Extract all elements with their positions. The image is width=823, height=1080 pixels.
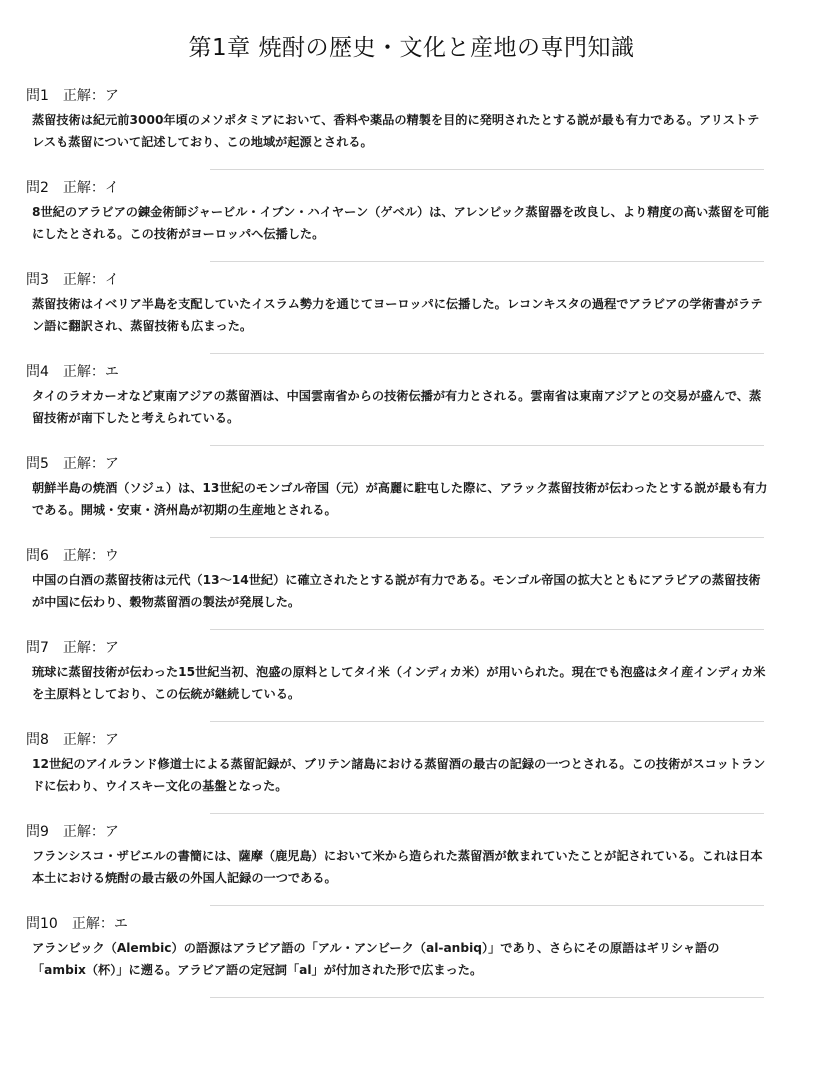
answer-item-6 xyxy=(26,545,770,637)
answer-explanation: 朝鮮半島の焼酒（ソジュ）は、13世紀のモンゴル帝国（元）が高麗に駐屯した際に、アラック蒸留技術が伝わったとする説が最も有力である。開城・安東・済州島が初期の生産地とされる。 xyxy=(32,481,768,517)
question-number: 問2 xyxy=(26,180,49,196)
answer-item-2 xyxy=(26,177,770,269)
answer-header xyxy=(26,637,119,659)
answer-explanation: 12世紀のアイルランド修道士による蒸留記録が、ブリテン諸島における蒸留酒の最古の記録の一つとされる。この技術がスコットランドに伝わり、ウイスキー文化の基盤となった。 xyxy=(32,757,766,793)
correct-answer: 正解：イ xyxy=(62,180,119,196)
answer-item-10 xyxy=(26,913,770,1005)
answer-header xyxy=(26,177,119,199)
divider-line xyxy=(210,537,764,538)
answer-header xyxy=(26,821,119,843)
answer-header xyxy=(26,729,119,751)
answer-explanation: 8世紀のアラビアの錬金術師ジャービル・イブン・ハイヤーン（ゲベル）は、アレンビック蒸留器を改良し、より精度の高い蒸留を可能にしたとされる。この技術がヨーロッパへ伝播した。 xyxy=(32,205,770,241)
question-number: 問1 xyxy=(26,88,49,104)
correct-answer: 正解：エ xyxy=(62,364,119,380)
answer-item-3 xyxy=(26,269,770,361)
answer-explanation: 琉球に蒸留技術が伝わった15世紀当初、泡盛の原料としてタイ米（インディカ米）が用いられた。現在でも泡盛はタイ産インディカ米を主原料としており、この伝統が継続している。 xyxy=(32,665,766,701)
answer-header xyxy=(26,85,119,107)
question-number: 問9 xyxy=(26,824,49,840)
divider-line xyxy=(210,261,764,262)
divider-line xyxy=(210,997,764,998)
answer-explanation: アランビック（Alembic）の語源はアラビア語の「アル・アンビーク（al-anbiq）」であり、さらにその原語はギリシャ語の「ambix（杯）」に遡る。アラビア語の定冠詞「al」が付加された形で広まった。 xyxy=(32,941,720,977)
answer-list xyxy=(26,85,770,1005)
question-number: 問10 xyxy=(26,916,58,932)
answer-explanation: 中国の白酒の蒸留技術は元代（13〜14世紀）に確立されたとする説が有力である。モンゴル帝国の拡大とともにアラビアの蒸留技術が中国に伝わり、穀物蒸留酒の製法が発展した。 xyxy=(32,573,761,609)
answer-header xyxy=(26,269,119,291)
divider-line xyxy=(210,353,764,354)
page-title: 第1章 焼酎の歴史・文化と産地の専門知識 xyxy=(188,35,635,62)
answer-explanation: タイのラオカーオなど東南アジアの蒸留酒は、中国雲南省からの技術伝播が有力とされる。雲南省は東南アジアとの交易が盛んで、蒸留技術が南下したと考えられている。 xyxy=(32,389,762,425)
correct-answer: 正解：ウ xyxy=(62,548,119,564)
correct-answer: 正解：イ xyxy=(62,272,119,288)
answer-header xyxy=(26,453,119,475)
answer-header xyxy=(26,913,128,935)
correct-answer: 正解：ア xyxy=(62,640,119,656)
answer-header xyxy=(26,545,119,567)
answer-item-9 xyxy=(26,821,770,913)
question-number: 問4 xyxy=(26,364,49,380)
answer-explanation: フランシスコ・ザビエルの書簡には、薩摩（鹿児島）において米から造られた蒸留酒が飲まれていたことが記されている。これは日本本土における焼酎の最古級の外国人記録の一つである。 xyxy=(32,849,763,885)
correct-answer: 正解：ア xyxy=(62,824,119,840)
answer-item-1 xyxy=(26,85,770,177)
answer-explanation: 蒸留技術はイベリア半島を支配していたイスラム勢力を通じてヨーロッパに伝播した。レコンキスタの過程でアラビアの学術書がラテン語に翻訳され、蒸留技術も広まった。 xyxy=(32,297,763,333)
divider-line xyxy=(210,169,764,170)
divider-line xyxy=(210,629,764,630)
correct-answer: 正解：ア xyxy=(62,88,119,104)
correct-answer: 正解：ア xyxy=(62,732,119,748)
divider-line xyxy=(210,813,764,814)
divider-line xyxy=(210,445,764,446)
answer-item-8 xyxy=(26,729,770,821)
answer-item-4 xyxy=(26,361,770,453)
correct-answer: 正解：エ xyxy=(71,916,128,932)
answer-item-5 xyxy=(26,453,770,545)
answer-item-7 xyxy=(26,637,770,729)
correct-answer: 正解：ア xyxy=(62,456,119,472)
divider-line xyxy=(210,905,764,906)
question-number: 問6 xyxy=(26,548,49,564)
question-number: 問7 xyxy=(26,640,49,656)
question-number: 問3 xyxy=(26,272,49,288)
answer-explanation: 蒸留技術は紀元前3000年頃のメソポタミアにおいて、香料や薬品の精製を目的に発明されたとする説が最も有力である。アリストテレスも蒸留について記述しており、この地域が起源とされる。 xyxy=(32,113,760,149)
answer-header xyxy=(26,361,119,383)
divider-line xyxy=(210,721,764,722)
question-number: 問8 xyxy=(26,732,49,748)
question-number: 問5 xyxy=(26,456,49,472)
